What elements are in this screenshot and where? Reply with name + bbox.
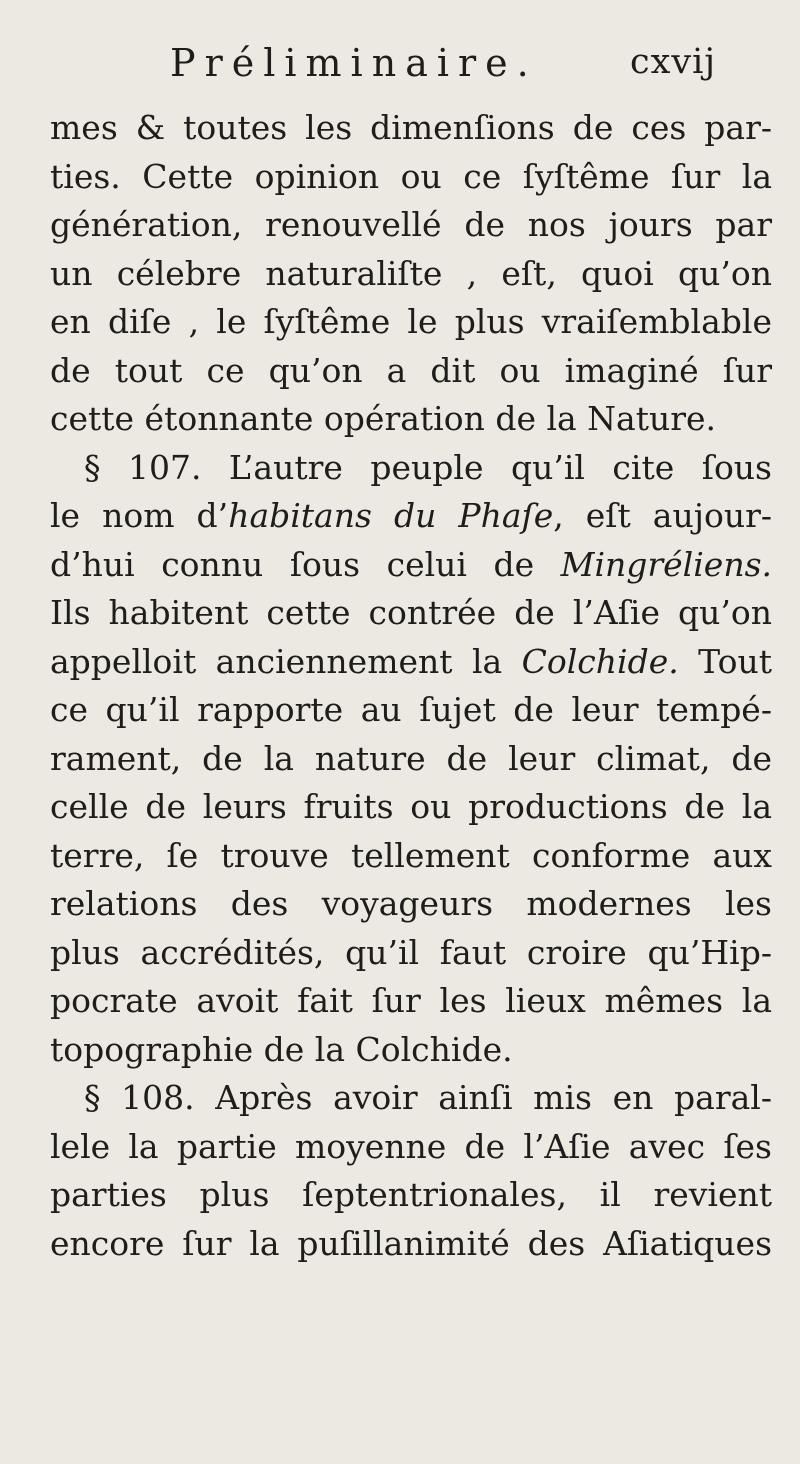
text-line: terre, ſe trouve tellement conforme aux [50, 835, 772, 875]
text-line: rament, de la nature de leur climat, de [50, 738, 772, 778]
running-title: Préliminaire. [170, 41, 538, 85]
text-line: mes & toutes les dimenſions de ces par- [50, 108, 772, 147]
text-line: relations des voyageurs modernes les [50, 884, 772, 923]
text-line-with-italic [50, 492, 772, 541]
text-line: encore ſur la puſillanimité des Aſiatiques [50, 1223, 772, 1263]
italic-phrase: Mingréliens. [560, 544, 772, 584]
text-line: topographie de la Colchide. [50, 1029, 513, 1069]
text-line: génération, renouvellé de nos jours par [50, 205, 772, 244]
paragraph-107-start: § 107. L’autre peuple qu’il cite ſous [84, 447, 772, 487]
text-segment: , eſt aujour- [553, 496, 772, 535]
text-segment: d’hui connu ſous celui de [50, 544, 561, 584]
text-line: lele la partie moyenne de l’Aſie avec ſes [50, 1126, 772, 1166]
text-line: en diſe , le ſyſtême le plus vraiſemblable [50, 302, 772, 341]
text-line: de tout ce qu’on a dit ou imaginé ſur [50, 350, 772, 390]
paragraph-108-start: § 108. Après avoir ainſi mis en paral- [84, 1078, 772, 1117]
text-line: celle de leurs fruits ou productions de la [50, 787, 772, 826]
text-line: un célebre naturaliſte , eſt, quoi qu’on [50, 253, 772, 293]
text-line: plus accrédités, qu’il faut croire qu’Hip- [50, 932, 772, 972]
text-line: pocrate avoit fait ſur les lieux mêmes la [50, 981, 772, 1020]
text-segment: appelloit anciennement la [50, 641, 522, 681]
text-line: cette étonnante opération de la Nature. [50, 399, 717, 438]
text-segment: Tout [678, 641, 772, 681]
italic-phrase: Colchide. [521, 641, 679, 681]
text-line-with-italic [50, 638, 772, 687]
text-line: parties plus ſeptentrionales, il revient [50, 1175, 772, 1214]
text-line: Ils habitent cette contrée de l’Aſie qu’on [50, 593, 772, 632]
italic-phrase: habitans du Phaſe [228, 496, 554, 535]
text-line: ce qu’il rapporte au ſujet de leur tempé- [50, 690, 772, 729]
text-line: ties. Cette opinion ou ce ſyſtême ſur la [50, 156, 772, 196]
text-segment: le nom d’ [50, 496, 229, 535]
text-line-with-italic [50, 541, 772, 590]
page-number: cxvij [630, 42, 717, 82]
body-text [50, 104, 772, 1268]
